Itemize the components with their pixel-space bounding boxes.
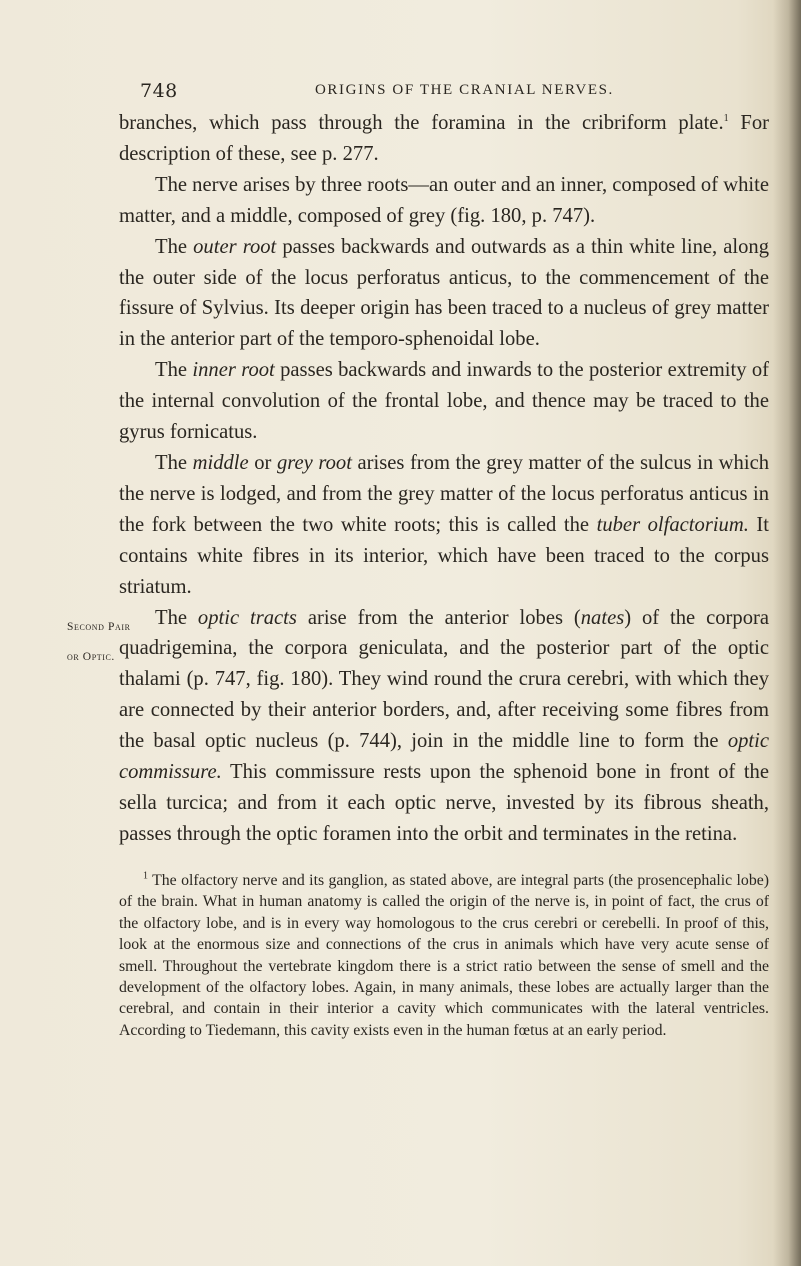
term-optic-tracts: optic tracts <box>197 606 297 629</box>
term-inner-root: inner root <box>192 359 275 382</box>
paragraph-1-tail: For description of these, see p. 277. <box>119 112 769 165</box>
footnote-text: The olfactory nerve and its ganglion, as stated above, are integral parts (the prosencephalic lobe) of the brain. What in human anatomy is called the origin of the nerve is, in point of fact, the crus of the olfactory lobe, and is in every way homologous to the crus cerebri or cerebelli. In proof of this, look at the enormous size and connections of the crus in animals which have very acute sense of smell. Throughout the vertebrate kingdom there is a strict ratio between the sense of smell and the development of the olfactory lobes. Again, in many animals, these lobes are actually larger than the cerebral, and contain in their interior a cavity which communicates with the lateral ventricles. According to Tiedemann, this cavity exists even in the human fœtus at an early period. <box>119 872 769 1039</box>
body-text <box>119 108 769 850</box>
term-outer-root: outer root <box>193 235 277 258</box>
page-number: 748 <box>140 80 178 102</box>
footnote <box>119 870 769 1041</box>
term-nates: nates <box>580 606 625 629</box>
page-header <box>140 80 780 104</box>
footnote-ref: 1 <box>723 113 729 125</box>
paragraph-1 <box>119 108 769 170</box>
paragraph-4-text: passes backwards and inwards to the posterior extremity of the internal convolution of the frontal lobe, and thence may be traced to the gyrus fornicatus. <box>119 359 769 444</box>
paragraph-1-text: branches, which pass through the foramina in the cribriform plate. <box>119 112 724 134</box>
paragraph-6 <box>119 603 769 850</box>
term-middle: middle <box>192 451 249 474</box>
paragraph-6-text-3: This commissure rests upon the sphenoid bone in front of the sella turcica; and from it each optic nerve, invested by its fibrous sheath, passes through the optic foramen into the orbit and terminates in the retina. <box>119 761 769 845</box>
term-grey-root: grey root <box>276 451 352 474</box>
footnote-paragraph <box>119 870 769 1041</box>
side-note-line-2: or Optic. <box>67 651 115 663</box>
side-note-line-1: Second Pair <box>67 621 131 633</box>
paragraph-6-text: arise from the anterior lobes ( <box>296 606 581 629</box>
paragraph-5-text: arises from the grey matter of the sulcus in which the nerve is lodged, and from the grey matter of the locus perforatus anticus in the fork between the two white roots; this is called the <box>119 451 770 536</box>
paragraph-6-text-2: ) of the corpora quadrigemina, the corpora geniculata, and the posterior part of the optic thalami (p. 747, fig. 180). They wind round the crura cerebri, with which they are connected by their anterior borders, and, after receiving some fibres from the basal optic nucleus (p. 744), join in the middle line to form the <box>119 606 769 753</box>
running-title: ORIGINS OF THE CRANIAL NERVES. <box>315 82 614 98</box>
paragraph-5-lead: The <box>155 451 193 474</box>
footnote-marker: 1 <box>143 870 148 882</box>
paragraph-5-text-2: It contains white fibres in its interior, which have been traced to the corpus striatum. <box>119 513 769 598</box>
page-edge-shadow <box>773 0 801 1266</box>
paragraph-3-lead: The <box>155 235 194 258</box>
paragraph-5 <box>119 448 769 603</box>
paragraph-6-lead: The <box>155 606 198 629</box>
term-optic-commissure: optic commissure. <box>119 730 769 784</box>
paragraph-3-text: passes backwards and outwards as a thin white line, along the outer side of the locus perforatus anticus, to the commencement of the fissure of Sylvius. Its deeper origin has been traced to a nucleus of grey matter in the anterior part of the temporo-sphenoidal lobe. <box>119 235 770 351</box>
paragraph-4-lead: The <box>155 359 193 382</box>
paragraph-3 <box>119 232 769 356</box>
paragraph-2: The nerve arises by three roots—an outer and an inner, composed of white matter, and a middle, composed of grey (fig. 180, p. 747). <box>119 173 769 227</box>
paragraph-5-mid: or <box>248 451 277 474</box>
term-tuber-olfactorium: tuber olfactorium. <box>596 513 749 536</box>
paragraph-4 <box>119 355 769 448</box>
